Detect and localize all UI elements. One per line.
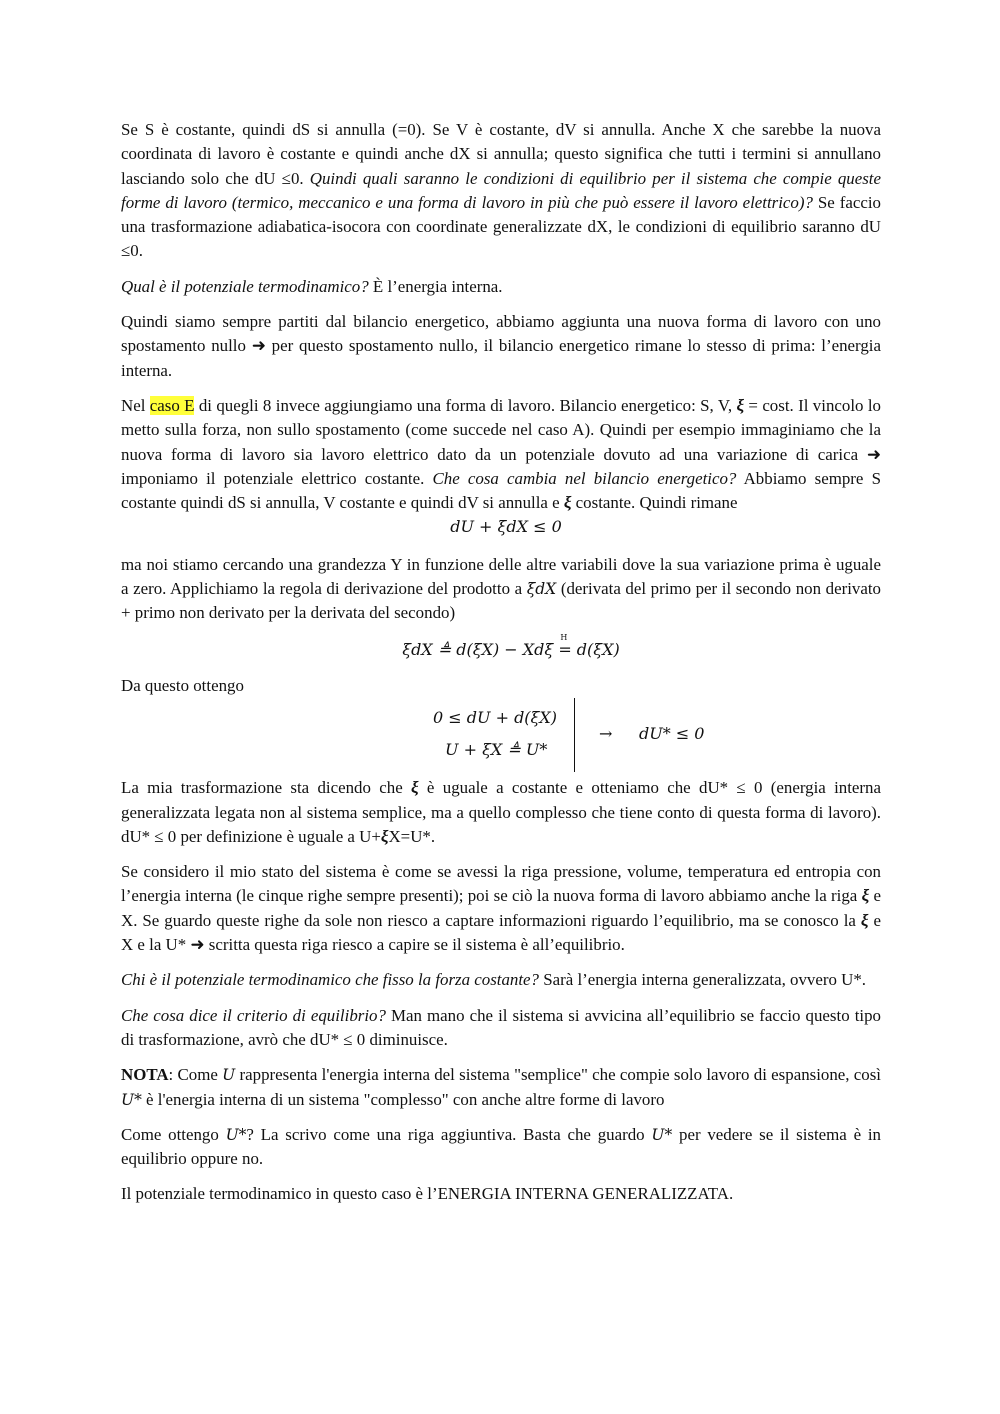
paragraph-6: Da questo ottengo bbox=[121, 675, 244, 695]
text: è uguale a costante e otteniamo che dU* ≤ 0 (energia interna generalizzata legata non al sistema semplice, ma a quello complesso che tiene conto di questa forma di lavoro). dU* ≤ 0 per definizione è uguale a U+ bbox=[121, 778, 881, 846]
text: X=U*. bbox=[388, 826, 436, 846]
text: e X. Se guardo queste righe da sole non riesco a captare informazioni riguardo l’equilibrio, ma se conosco la bbox=[121, 886, 881, 930]
inline-math: U* bbox=[121, 1090, 142, 1109]
text: Man mano che il sistema si avvicina all’equilibrio se faccio questo tipo di trasformazione, avrò che dU* ≤ 0 diminuisce. bbox=[121, 1005, 881, 1049]
italic-question: Che cosa dice il criterio di equilibrio? bbox=[121, 1005, 386, 1025]
right-arrow-icon: ➜ bbox=[866, 444, 881, 464]
xi-symbol: ξ bbox=[860, 910, 869, 930]
xi-symbol: ξ bbox=[411, 778, 419, 798]
text: ? La scrivo come una riga aggiuntiva. Basta che guardo bbox=[246, 1124, 652, 1144]
text: ma noi stiamo cercando una grandezza Y in funzione delle altre variabili dove la sua variazione prima è uguale a zero. Applichiamo la regola di derivazione del prodotto a bbox=[121, 554, 881, 599]
text: = cost. Il vincolo lo metto sulla forza, non sullo spostamento (come succede nel caso A). Quindi per esempio immaginiamo che la nuova forma di lavoro sia lavoro elettrico dato da un potenziale dovuto ad una variazione di carica bbox=[121, 395, 881, 464]
italic-question: Chi è il potenziale termodinamico che fisso la forza costante? bbox=[121, 970, 540, 990]
equation-system bbox=[121, 702, 881, 772]
paragraph-4 bbox=[121, 394, 881, 515]
text: : Come bbox=[168, 1065, 223, 1085]
text: è l'energia interna di un sistema "complesso" con anche altre forme di lavoro bbox=[141, 1089, 665, 1109]
text: Sarà l’energia interna generalizzata, ovvero U*. bbox=[539, 970, 867, 990]
text: (derivata del primo per il secondo non derivato + primo non derivato per la derivata del secondo) bbox=[121, 579, 881, 623]
paragraph-10 bbox=[121, 1004, 881, 1053]
italic-question: Qual è il potenziale termodinamico? bbox=[121, 276, 369, 296]
equation-1: dU + ξdX ≤ 0 bbox=[450, 517, 562, 537]
implies-arrow-icon: → bbox=[599, 724, 613, 744]
note-label: NOTA bbox=[121, 1065, 169, 1085]
italic-question: Che cosa cambia nel bilancio energetico? bbox=[432, 468, 737, 488]
equation-sign-mark: H bbox=[560, 632, 568, 642]
equation-line-1: 0 ≤ dU + d(ξX) bbox=[433, 708, 557, 728]
text: È l’energia interna. bbox=[368, 276, 503, 296]
document-body bbox=[121, 118, 881, 1218]
paragraph-1 bbox=[121, 118, 881, 264]
text: Se considero il mio stato del sistema è come se avessi la riga pressione, volume, temperatura ed entropia con l’energia interna (le cinque righe sempre presenti); poi se ciò la nuova forma di lavoro abbiamo anche la riga bbox=[121, 862, 881, 906]
text: per questo spostamento nullo, il bilancio energetico rimane lo stesso di prima: l’energia interna. bbox=[121, 336, 881, 380]
right-arrow-icon: ➜ bbox=[251, 336, 266, 356]
text: imponiamo il potenziale elettrico costante. bbox=[121, 468, 433, 488]
inline-math: U bbox=[222, 1066, 236, 1085]
text: Se faccio una trasformazione adiabatica-isocora con coordinate generalizzate dX, le condizioni di equilibrio saranno dU ≤0. bbox=[121, 192, 882, 261]
text: Se S è costante, quindi dS si annulla (=0). Se V è costante, dV si annulla. Anche X che sarebbe la nuova coordinata di lavoro è costante e quindi anche dX si annulla; questo significa che tutti i termini si annullano lasciando solo che dU ≤0. bbox=[121, 120, 881, 188]
equation-left: ξdX ≜ d(ξX) − Xdξ bbox=[402, 639, 559, 659]
equation-result: dU* ≤ 0 bbox=[639, 724, 705, 744]
text: per vedere se il sistema è in equilibrio oppure no. bbox=[121, 1124, 881, 1169]
paragraph-9 bbox=[121, 968, 881, 992]
text: Come ottengo bbox=[121, 1124, 226, 1144]
inline-math: U* bbox=[651, 1125, 673, 1144]
xi-symbol: ξ bbox=[861, 886, 870, 906]
equals-sign: = bbox=[558, 639, 572, 659]
paragraph-12 bbox=[121, 1123, 881, 1172]
equation-sign bbox=[558, 632, 572, 662]
equation-line-2: U + ξX ≜ U* bbox=[445, 740, 548, 760]
paragraph-5 bbox=[121, 553, 881, 626]
inline-math: ξdX bbox=[526, 580, 557, 599]
text: rappresenta l'energia interna del sistema "semplice" che compie solo lavoro di espansione, così bbox=[235, 1065, 881, 1085]
text: La mia trasformazione sta dicendo che bbox=[121, 778, 412, 798]
text: Quindi siamo sempre partiti dal bilancio energetico, abbiamo aggiunta una nuova forma di lavoro con uno spostamento nullo bbox=[121, 312, 881, 356]
right-arrow-icon: ➜ bbox=[190, 935, 205, 955]
paragraph-3 bbox=[121, 310, 881, 383]
text: e X e la U* bbox=[121, 910, 881, 955]
highlighted-text: caso E bbox=[149, 395, 195, 415]
text: Nel bbox=[121, 395, 150, 415]
xi-symbol: ξ bbox=[736, 395, 745, 415]
inline-math: U* bbox=[225, 1125, 247, 1144]
text: costante. Quindi rimane bbox=[571, 493, 738, 513]
equation-right: d(ξX) bbox=[571, 639, 620, 659]
text: scritta questa riga riesco a capire se il sistema è all’equilibrio. bbox=[204, 935, 625, 955]
xi-symbol: ξ bbox=[563, 493, 572, 513]
vertical-bar bbox=[574, 698, 575, 772]
paragraph-11-note bbox=[121, 1063, 881, 1112]
paragraph-7 bbox=[121, 776, 881, 849]
text: di quegli 8 invece aggiungiamo una forma di lavoro. Bilancio energetico: S, V, bbox=[194, 395, 737, 415]
paragraph-8 bbox=[121, 860, 881, 957]
paragraph-2 bbox=[121, 275, 881, 299]
equation-2 bbox=[121, 632, 881, 662]
paragraph-13: Il potenziale termodinamico in questo caso è l’ENERGIA INTERNA GENERALIZZATA. bbox=[121, 1184, 734, 1204]
xi-symbol: ξ bbox=[380, 826, 389, 846]
text: Abbiamo sempre S costante quindi dS si annulla, V costante e quindi dV si annulla e bbox=[121, 468, 881, 513]
italic-question: Quindi quali saranno le condizioni di equilibrio per il sistema che compie queste forme di lavoro (termico, meccanico e una forma di lavoro in più che può essere il lavoro elettrico)? bbox=[121, 168, 882, 212]
